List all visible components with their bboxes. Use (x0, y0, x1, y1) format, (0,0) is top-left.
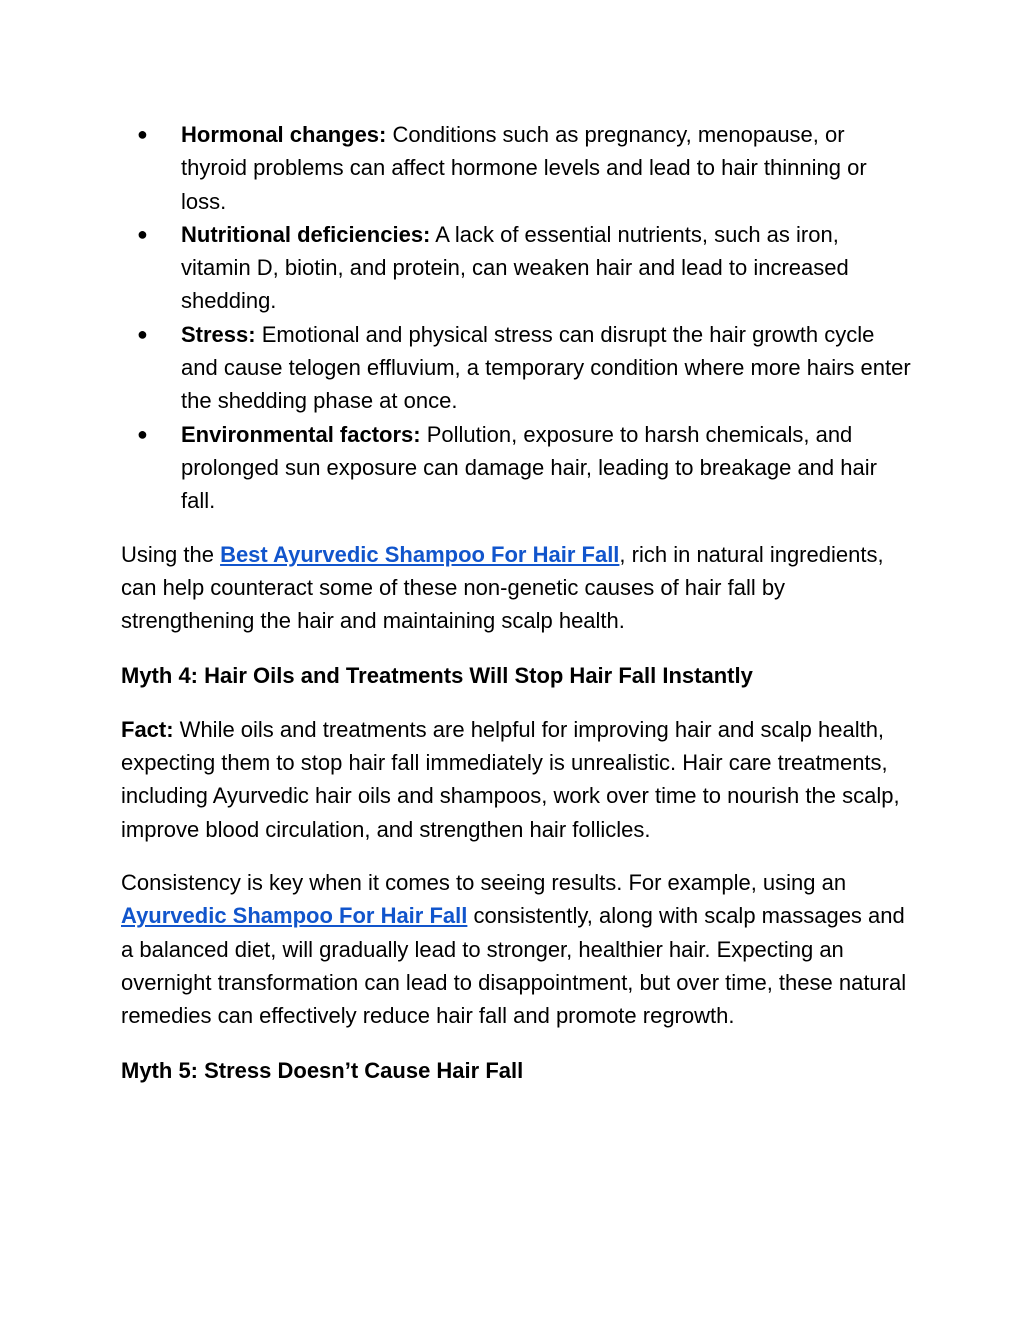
bullet-icon: ● (137, 124, 148, 144)
bullet-icon: ● (137, 323, 148, 344)
ayurvedic-shampoo-link[interactable]: Ayurvedic Shampoo For Hair Fall (121, 903, 468, 929)
list-item (121, 118, 911, 218)
consistency-paragraph (121, 866, 911, 1032)
list-item-text: Conditions such as pregnancy, menopause, or thyroid problems can affect hormone levels and lead to hair thinning or loss. (181, 122, 867, 214)
document-page (121, 118, 911, 1088)
list-item-text: Emotional and physical stress can disrupt the hair growth cycle and cause telogen effluvium, a temporary condition where more hairs enter the shedding phase at once. (181, 321, 911, 414)
list-item (121, 318, 911, 418)
paragraph-text: Consistency is key when it comes to seeing results. For example, using an (121, 869, 847, 895)
bullet-icon: ● (137, 423, 148, 444)
shampoo-paragraph (121, 538, 911, 638)
list-item (121, 418, 911, 518)
list-item (121, 218, 911, 318)
paragraph-text: consistently, along with scalp massages and a balanced diet, will gradually lead to stronger, healthier hair. Expecting an overnight transformation can lead to disappointment, but over time, these natural remedies can effectively reduce hair fall and promote regrowth. (121, 903, 907, 1029)
fact-label: Fact: (121, 716, 174, 742)
fact-text: While oils and treatments are helpful for improving hair and scalp health, expecting them to stop hair fall immediately is unrealistic. Hair care treatments, including Ayurvedic hair oils and shampoos, work over time to nourish the scalp, improve blood circulation, and strengthen hair follicles. (121, 716, 900, 842)
myth-4-heading: Myth 4: Hair Oils and Treatments Will Stop Hair Fall Instantly (121, 663, 753, 689)
list-item-text: Pollution, exposure to harsh chemicals, and prolonged sun exposure can damage hair, leading to breakage and hair fall. (181, 421, 877, 514)
causes-list (121, 118, 911, 518)
fact-paragraph (121, 713, 911, 846)
list-item-term: Stress: (181, 321, 256, 347)
myth-5-heading: Myth 5: Stress Doesn’t Cause Hair Fall (121, 1058, 524, 1084)
list-item-term: Nutritional deficiencies: (181, 221, 431, 247)
paragraph-text: Using the (121, 541, 221, 567)
paragraph-text: , rich in natural ingredients, can help counteract some of these non-genetic causes of hair fall by strengthening the hair and maintaining scalp health. (121, 541, 884, 634)
list-item-text: A lack of essential nutrients, such as iron, vitamin D, biotin, and protein, can weaken hair and lead to increased shedding. (181, 221, 849, 314)
list-item-term: Environmental factors: (181, 421, 421, 447)
best-ayurvedic-shampoo-link[interactable]: Best Ayurvedic Shampoo For Hair Fall (220, 541, 620, 567)
bullet-icon: ● (137, 223, 148, 244)
list-item-term: Hormonal changes: (181, 122, 387, 147)
